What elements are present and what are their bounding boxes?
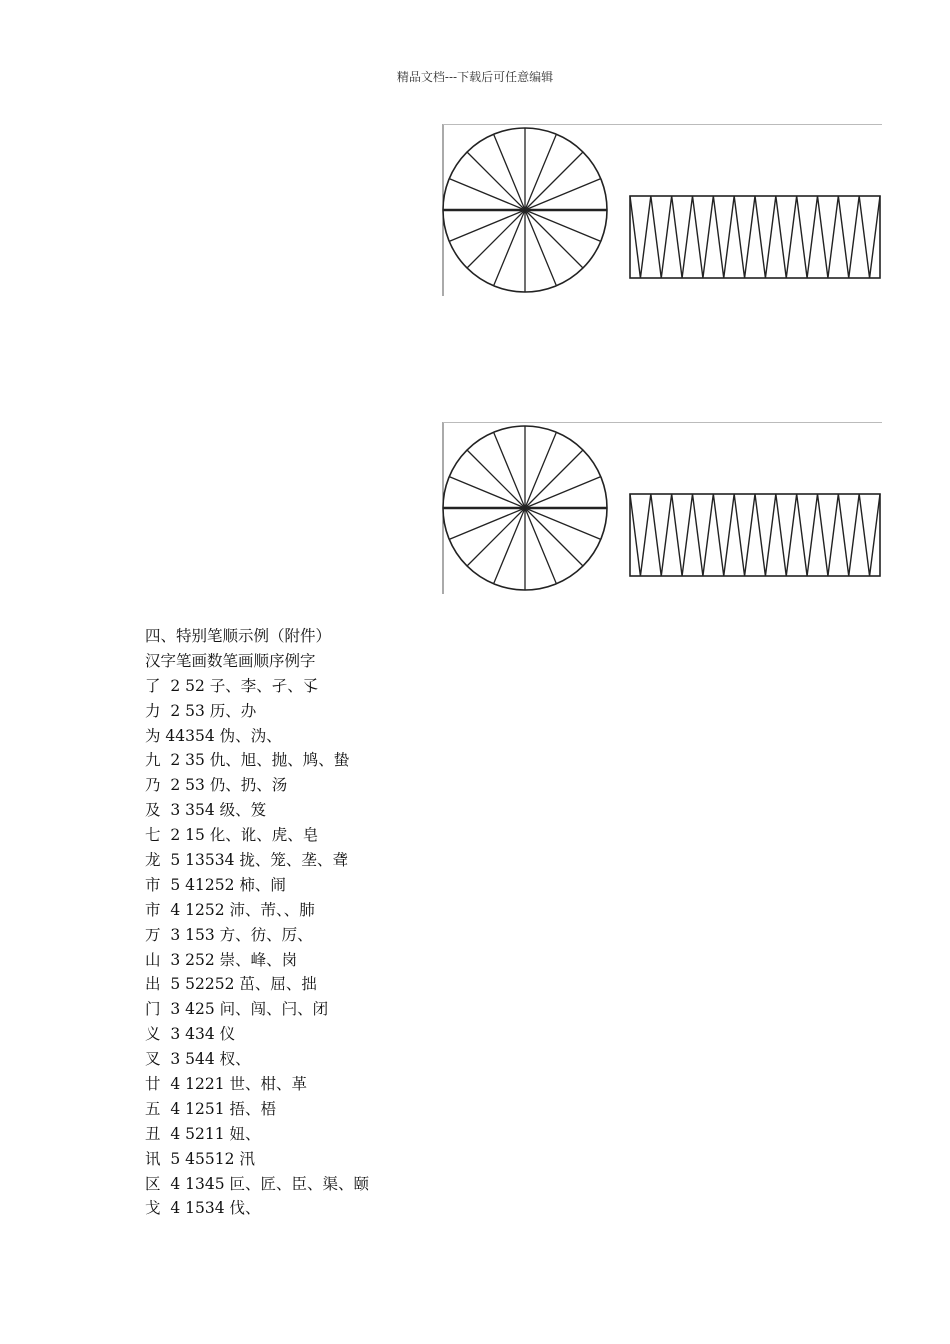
list-item: 力 2 53 历、办: [145, 701, 257, 720]
section-subtitle: 汉字笔画数笔画顺序例字: [145, 651, 316, 670]
list-item: 龙 5 13534 拢、笼、垄、聋: [145, 851, 348, 870]
wheel-spoke: [525, 210, 583, 268]
wheel-spoke: [525, 152, 583, 210]
stroke-diagram-2: [442, 422, 882, 594]
list-item: 万 3 153 方、彷、厉、: [145, 925, 313, 944]
list-item: 讯 5 45512 汛: [145, 1149, 255, 1168]
list-item: 市 5 41252 柿、闹: [145, 875, 286, 894]
list-item: 了 2 52 子、李、孑、孓: [145, 676, 319, 695]
section-title: 四、特别笔顺示例（附件）: [145, 627, 332, 645]
list-item: 廿 4 1221 世、柑、革: [145, 1075, 308, 1094]
list-item: 义 3 434 仪: [145, 1025, 236, 1044]
list-item: 区 4 1345 叵、匠、臣、渠、颐: [145, 1174, 370, 1193]
page-header: 精品文档---下载后可任意编辑: [396, 70, 554, 84]
zigzag-rect: [630, 494, 880, 576]
zigzag-line: [630, 494, 880, 576]
stroke-diagram-1: [442, 124, 882, 296]
list-item: 叉 3 544 杈、: [145, 1050, 251, 1069]
wheel-spoke: [467, 210, 525, 268]
zigzag-rect: [630, 196, 880, 278]
list-item: 五 4 1251 捂、梧: [145, 1099, 277, 1118]
wheel-spoke: [525, 508, 583, 566]
wheel-spoke: [467, 152, 525, 210]
list-item: 九 2 35 仇、旭、抛、鸠、蛰: [145, 751, 350, 770]
wheel-spoke: [467, 508, 525, 566]
wheel-and-zigzag-figure: [442, 422, 882, 594]
list-item: 丑 4 5211 妞、: [145, 1124, 261, 1143]
list-item: 七 2 15 化、讹、虎、皂: [145, 826, 319, 845]
list-item: 出 5 52252 茁、屈、拙: [145, 975, 317, 994]
list-item: 山 3 252 崇、峰、岗: [145, 950, 298, 969]
zigzag-line: [630, 196, 880, 278]
list-item: 戈 4 1534 伐、: [145, 1199, 261, 1218]
special-stroke-order-section: [145, 624, 845, 1221]
list-item: 门 3 425 问、闯、闩、闭: [145, 1000, 329, 1019]
wheel-and-zigzag-figure: [442, 124, 882, 296]
list-item: 及 3 354 级、笈: [145, 801, 267, 820]
wheel-spoke: [467, 450, 525, 508]
wheel-spoke: [525, 450, 583, 508]
list-item: 乃 2 53 仍、扔、汤: [145, 776, 288, 795]
list-item: 为 44354 伪、沩、: [145, 726, 282, 745]
list-item: 市 4 1252 沛、芾、、肺: [145, 900, 315, 919]
